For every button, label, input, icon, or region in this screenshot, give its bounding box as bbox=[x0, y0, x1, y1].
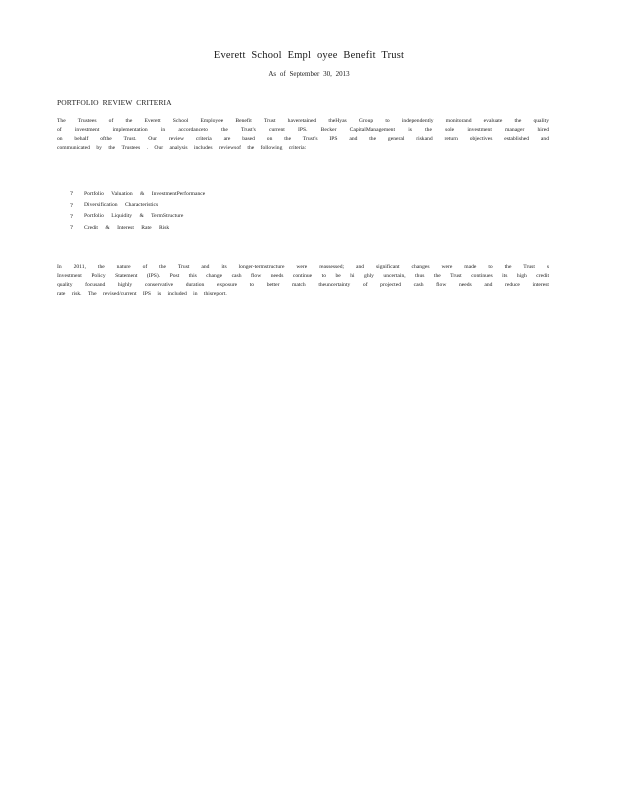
list-item-text: Portfolio Valuation & InvestmentPerformance bbox=[84, 190, 206, 197]
list-item-text: Credit & Interest Rate Risk bbox=[84, 224, 170, 231]
paragraph-line: Investment Policy Statement (IPS). Post this change cash flow needs continue to be hi ghly uncertain, thus the Trust continues its high credit bbox=[57, 273, 549, 279]
paragraph-line: on behalf ofthe Trust. Our review criteria are based on the Trust's IPS and the general riskand return objectives established and bbox=[57, 136, 549, 142]
list-item bbox=[70, 188, 205, 199]
document-date: As of September 30, 2013 bbox=[268, 70, 350, 78]
paragraph-line: The Trustees of the Everett School Employee Benefit Trust haveretained theHyas Group to independently monitorand evaluate the quality bbox=[57, 118, 549, 124]
paragraph-line: rate risk. The revised/current IPS is included in thisreport. bbox=[57, 291, 227, 297]
bullet-icon: ? bbox=[70, 201, 73, 209]
intro-paragraph bbox=[57, 117, 549, 153]
criteria-list bbox=[70, 188, 205, 234]
bullet-icon: ? bbox=[70, 224, 73, 232]
list-item bbox=[70, 199, 205, 210]
document-title: Everett School Empl oyee Benefit Trust bbox=[213, 50, 405, 61]
list-item bbox=[70, 222, 205, 233]
paragraph-line: quality focusand highly conservative duration exposure to better match theuncertainty of projected cash flow needs and reduce interest bbox=[57, 282, 549, 288]
paragraph-line: In 2011, the nature of the Trust and its longer-termstructure were reassessed; and significant changes were made to the Trust s bbox=[57, 264, 549, 270]
history-paragraph bbox=[57, 263, 549, 299]
list-item-text: Portfolio Liquidity & TermStructure bbox=[84, 213, 184, 220]
list-item-text: Diversification Characteristics bbox=[84, 202, 159, 209]
paragraph-line: of investment implementation in accordanceto the Trust's current IPS. Becker CapitalManagement is the sole investment manager hired bbox=[57, 127, 549, 133]
bullet-icon: ? bbox=[70, 212, 73, 220]
list-item bbox=[70, 211, 205, 222]
section-heading: PORTFOLIO REVIEW CRITERIA bbox=[57, 98, 172, 107]
bullet-icon: ? bbox=[70, 190, 73, 198]
paragraph-line: communicated by the Trustees . Our analysis includes reviewsof the following criteria: bbox=[57, 145, 307, 151]
